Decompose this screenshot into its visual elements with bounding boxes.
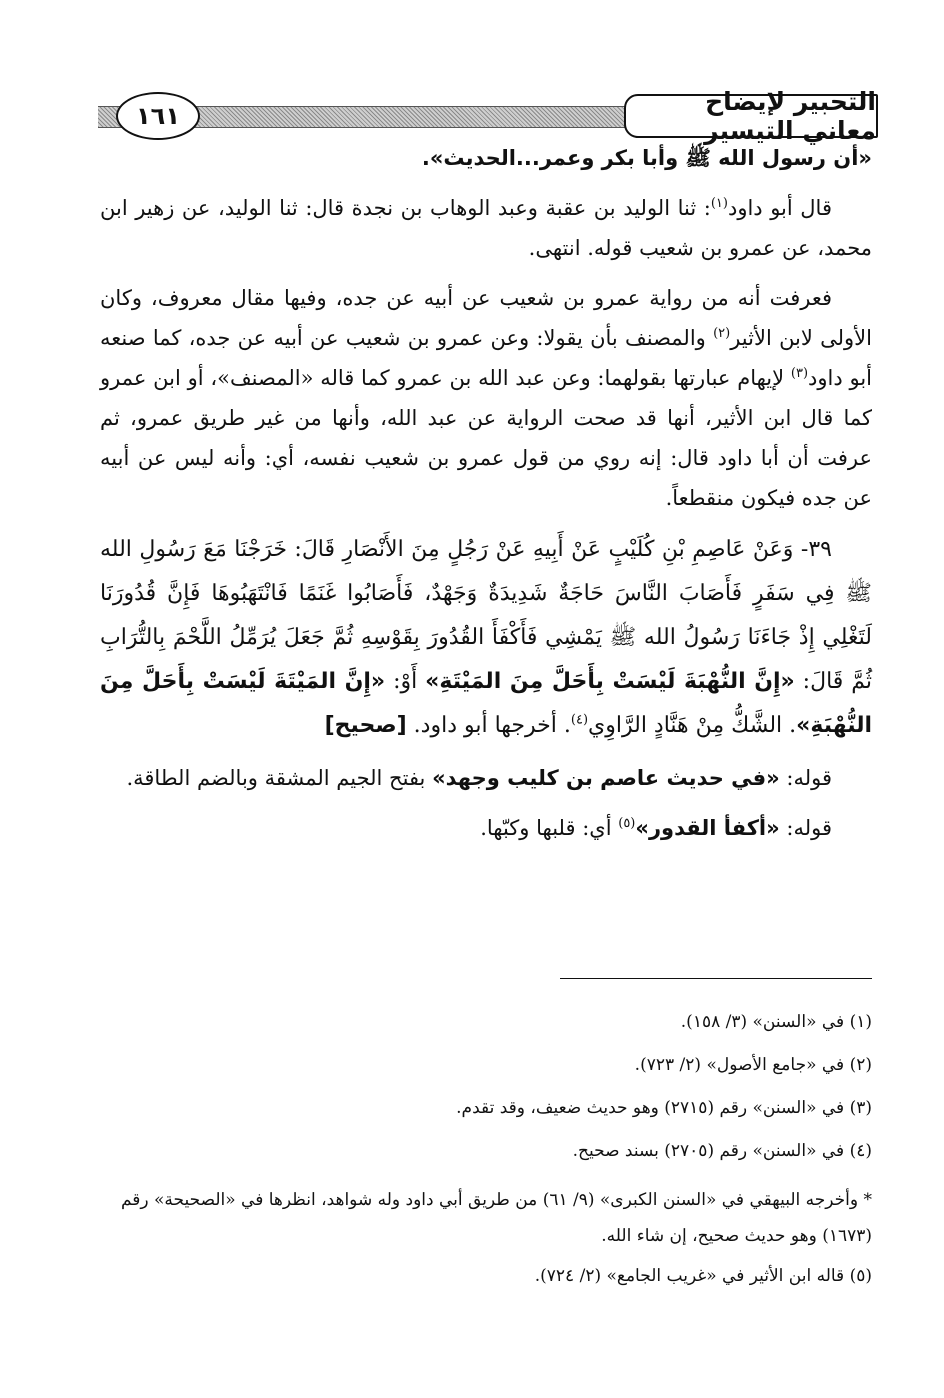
paragraph-4	[100, 758, 872, 798]
footnote: (٣) في «السنن» رقم (٢٧١٥) وهو حديث ضعيف، وقد تقدم.	[456, 1098, 872, 1118]
paragraph-1	[100, 188, 872, 268]
footnote-ref-5: (٥)	[618, 816, 636, 831]
footnote-ref-3: (٣)	[790, 366, 809, 381]
paragraph-2	[100, 278, 872, 518]
footnote: (١) في «السنن» (٣/ ١٥٨).	[680, 1012, 872, 1032]
book-title: التحبير لإيضاح معاني التيسير	[624, 94, 878, 138]
footnote: (٥) قاله ابن الأثير في «غريب الجامع» (٢/ ٧٢٤).	[534, 1266, 872, 1286]
grade-badge: [صحيح]	[324, 713, 407, 738]
footnotes	[100, 1010, 872, 1307]
quoted-phrase: «في حديث عاصم بن كليب وجهد»	[432, 766, 780, 790]
text: لإيهام عبارتها بقولهما: وعن عبد الله بن عمرو كما قاله «المصنف»، أو ابن عمرو كما قال ابن الأثير، أنها قد صحت الرواية عن عبد الله، وأنها من غير طريق عمرو، ثم عرفت أن أبا داود قال: إنه روي من قول عمرو بن شعيب نفسه، أي: وأنه ليس عن أبيه عن جده فيكون منقطعاً.	[100, 366, 872, 510]
prophetic-saying: «إِنَّ النُّهْبَةَ لَيْسَتْ بِأَحَلَّ مِنَ المَيْتَةِ»	[425, 669, 795, 694]
text: . الشَّكُّ مِنْ هَنَّادٍ الرَّاوِي	[588, 713, 797, 738]
footnote-ref-4: (٤)	[570, 712, 589, 728]
text: فعرفت أنه من رواية عمرو بن شعيب عن أبيه عن جده، وفيها مقال معروف، وكان الأولى لابن الأثير	[100, 286, 872, 350]
text: والمصنف بأن يقولا: وعن عمرو بن شعيب عن أبيه عن جده، كما صنعه أبو داود	[100, 326, 872, 390]
text: أي: قلبها وكبّها.	[480, 816, 619, 840]
footnote-divider	[560, 978, 872, 979]
paragraph-0	[100, 138, 872, 178]
text: قوله:	[779, 816, 832, 840]
hadith-39	[100, 528, 872, 748]
footnote: (٤) في «السنن» رقم (٢٧٠٥) بسند صحيح.	[572, 1141, 872, 1161]
footnote: (٢) في «جامع الأصول» (٢/ ٧٢٣).	[634, 1055, 872, 1075]
text: قوله:	[779, 766, 832, 790]
footnote-ref-2: (٢)	[713, 326, 731, 341]
text: بفتح الجيم المشقة وبالضم الطاقة.	[126, 766, 433, 790]
paragraph-5	[100, 808, 872, 848]
hadith-quote: «أن رسول الله ﷺ وأبا بكر وعمر...الحديث».	[421, 146, 872, 170]
main-text	[100, 138, 872, 858]
quoted-phrase: «أكفأ القدور»	[635, 816, 780, 840]
text: قال أبو داود	[727, 196, 832, 220]
footnote-ref-1: (١)	[710, 196, 728, 211]
hadith-number: ٣٩-	[793, 537, 832, 562]
page-header	[98, 87, 878, 145]
text: أَوْ:	[385, 669, 426, 694]
page-number: ١٦١	[116, 92, 200, 140]
footnote: * وأخرجه البيهقي في «السنن الكبرى» (٩/ ٦١) من طريق أبي داود وله شواهد، انظرها في «الصحيحة» رقم (١٦٧٣) وهو حديث صحيح، إن شاء الله.	[120, 1190, 872, 1246]
prophetic-saying: «إِنَّ المَيْتَةَ لَيْسَتْ بِأَحَلَّ مِنَ النُّهْبَةِ»	[100, 669, 872, 738]
hadith-text: وَعَنْ عَاصِمِ بْنِ كُلَيْبٍ عَنْ أَبِيهِ عَنْ رَجُلٍ مِنَ الأَنْصَارِ قَالَ: خَرَجْنَا مَعَ رَسُولِ الله ﷺ فِي سَفَرٍ فَأَصَابَ النَّاسَ حَاجَةٌ شَدِيدَةٌ وَجَهْدٌ، فَأَصَابُوا غَنَمًا فَانْتَهَبُوهَا فَإِنَّ قُدُورَنَا لَتَغْلِي إِذْ جَاءَنَا رَسُولُ الله ﷺ يَمْشِي فَأَكْفَأَ القُدُورَ بِقَوْسِهِ ثُمَّ جَعَلَ يُرَمِّلُ اللَّحْمَ بِالتُّرَابِ ثُمَّ قَالَ:	[100, 537, 872, 694]
text: . أخرجها أبو داود.	[406, 713, 571, 738]
text: : ثنا الوليد بن عقبة وعبد الوهاب بن نجدة قال: ثنا الوليد، عن زهير ابن محمد، عن عمرو بن شعيب قوله. انتهى.	[100, 196, 872, 260]
